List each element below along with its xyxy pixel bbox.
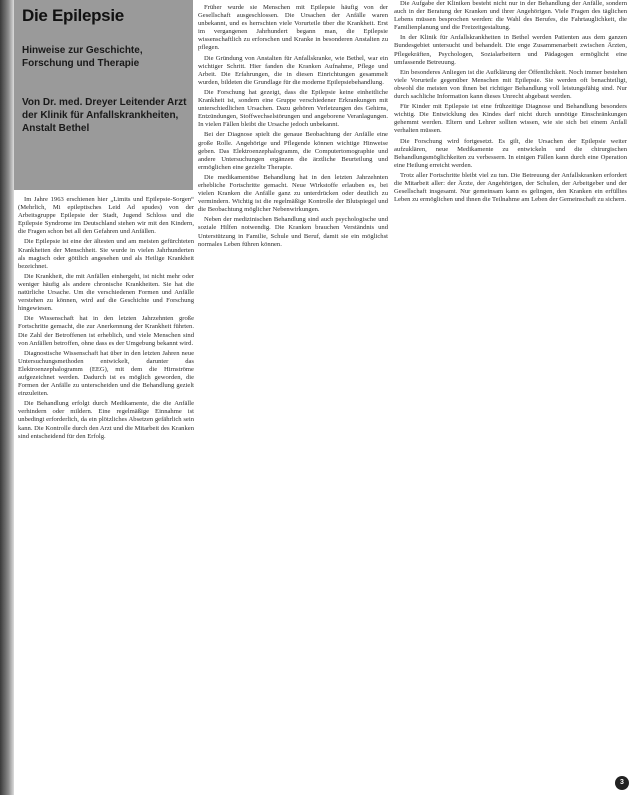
article-subtitle: Hinweise zur Geschichte, Forschung und Therapie	[22, 45, 143, 69]
article-author: Von Dr. med. Dreyer Leitender Arzt der Klinik für Anfallskrankheiten, Anstalt Bethel	[22, 97, 187, 134]
body-paragraph: Die Wissenschaft hat in den letzten Jahrzehnten große Fortschritte gemacht, die zur Anerkennung der Krankheit führten. Die Zahl der Betroffenen ist erheblich, und viele Menschen sind von Anfällen betroffen, ohne dass es der Umgebung bekannt wird.	[18, 315, 194, 347]
text-column-1	[18, 196, 194, 784]
body-paragraph: Diagnostische Wissenschaft hat über in den letzten Jahren neue Untersuchungsmethoden entwickelt, darunter das Elektroenzephalogramm (EEG), mit dem die Hirnströme aufgezeichnet werden. Dadurch ist es möglich geworden, die Formen der Anfälle zu unterscheiden und die Behandlung gezielt einzuleiten.	[18, 349, 194, 398]
article-title: Die Epilepsie	[22, 6, 124, 25]
body-paragraph: Bei der Diagnose spielt die genaue Beobachtung der Anfälle eine große Rolle. Angehörige und Pflegende können wichtige Hinweise geben. Das Elektroenzephalogramm, die Computertomographie und andere Untersuchungen ergänzen die ärztliche Beurteilung und ermöglichen eine gezielte Therapie.	[198, 131, 388, 171]
body-paragraph: Die medikamentöse Behandlung hat in den letzten Jahrzehnten erhebliche Fortschritte gemacht. Neue Wirkstoffe erlauben es, bei vielen Kranken die Anfälle ganz zu unterdrücken oder deutlich zu vermindern. Wichtig ist die regelmäßige Kontrolle der Blutspiegel und die Beobachtung möglicher Nebenwirkungen.	[198, 173, 388, 214]
text-column-2	[198, 4, 388, 786]
body-paragraph: Ein besonderes Anliegen ist die Aufklärung der Öffentlichkeit. Noch immer bestehen viele Vorurteile gegenüber Menschen mit Epilepsie. Sie werden oft benachteiligt, obwohl die meisten von ihnen bei richtiger Behandlung voll leistungsfähig sind. Nur durch sachliche Information kann dieses Unrecht abgebaut werden.	[394, 68, 627, 101]
body-paragraph: Die Forschung hat gezeigt, dass die Epilepsie keine einheitliche Krankheit ist, sondern eine Gruppe verschiedener Erkrankungen mit unterschiedlichen Ursachen. Dazu gehören Verletzungen des Gehirns, Entzündungen, Stoffwechselstörungen und angeborene Veranlagungen. In vielen Fällen bleibt die Ursache jedoch unbekannt.	[198, 88, 388, 129]
body-paragraph: In der Klinik für Anfallskrankheiten in Bethel werden Patienten aus dem ganzen Bundesgebiet untersucht und behandelt. Die enge Zusammenarbeit zwischen Ärzten, Pflegekräften, Psychologen, Sozialarbeitern und Pädagogen ermöglicht eine umfassende Betreuung.	[394, 34, 627, 66]
body-paragraph: Die Behandlung erfolgt durch Medikamente, die die Anfälle verhindern oder mildern. Eine regelmäßige Einnahme ist unbedingt erforderlich, da ein plötzliches Absetzen gefährlich sein kann. Die Kontrolle durch den Arzt und die Mitarbeit des Kranken sind entscheidend für den Erfolg.	[18, 400, 194, 440]
body-paragraph: Im Jahre 1963 erschienen hier „Limits und Epilepsie-Sorgen“ (Mehrlich, Mi epileptisches Leid Ad spudes) von der Arbeitsgruppe Epilepsie der Stadt, Jugend Schloss und die Epilepsie Syndrome im Deutschland stehen wir mit den Kindern, die Fragen schon bei all den Gefahren und Anfällen.	[18, 196, 194, 236]
body-paragraph: Früher wurde sie Menschen mit Epilepsie häufig von der Gesellschaft ausgeschlossen. Die Ursachen der Anfälle waren unbekannt, und es herrschten viele Vorurteile über die Krankheit. Erst im vergangenen Jahrhundert begann man, die Epilepsie wissenschaftlich zu erforschen und Kranke in besonderen Anstalten zu pflegen.	[198, 4, 388, 52]
body-paragraph: Die Forschung wird fortgesetzt. Es gilt, die Ursachen der Epilepsie weiter aufzuklären, neue Medikamente zu entwickeln und die chirurgischen Behandlungsmöglichkeiten zu verbessern. In einigen Fällen kann durch eine Operation eine Heilung erreicht werden.	[394, 137, 627, 169]
text-column-3	[394, 0, 627, 786]
body-paragraph: Für Kinder mit Epilepsie ist eine frühzeitige Diagnose und Behandlung besonders wichtig. Die Entwicklung des Kindes darf nicht durch unnötige Einschränkungen gehemmt werden. Eltern und Lehrer sollten wissen, wie sie sich bei einem Anfall verhalten müssen.	[394, 103, 627, 135]
body-paragraph: Die Krankheit, die mit Anfällen einhergeht, ist nicht mehr oder weniger häufig als andere chronische Krankheiten. Sie hat die natürliche Ursache. Um die verschiedenen Formen und Anfälle verstehen zu können, wird auf die Geschichte und Forschung hingewiesen.	[18, 272, 194, 313]
body-paragraph: Die Gründung von Anstalten für Anfallskranke, wie Bethel, war ein wichtiger Schritt. Hier fanden die Kranken Aufnahme, Pflege und Arbeit. Die Erfahrungen, die in diesen Einrichtungen gesammelt wurden, bildeten die Grundlage für die moderne Epilepsiebehandlung.	[198, 54, 388, 86]
scan-shadow-edge	[0, 0, 14, 795]
body-paragraph: Die Epilepsie ist eine der ältesten und am meisten gefürchteten Krankheiten der Menschheit. Sie wurde in vielen Jahrhunderten als magisch oder göttlich angesehen und als Heilige Krankheit bezeichnet.	[18, 238, 194, 270]
page-number: 3	[615, 776, 629, 790]
body-paragraph: Die Aufgabe der Kliniken besteht nicht nur in der Behandlung der Anfälle, sondern auch in der Beratung der Kranken und ihrer Angehörigen. Viele Fragen des täglichen Lebens müssen besprochen werden: die Wahl des Berufes, die Fahrtauglichkeit, die Familienplanung und die Freizeitgestaltung.	[394, 0, 627, 32]
body-paragraph: Trotz aller Fortschritte bleibt viel zu tun. Die Betreuung der Anfallskranken erfordert die Mitarbeit aller: der Ärzte, der Angehörigen, der Schulen, der Arbeitgeber und der Gesellschaft insgesamt. Nur gemeinsam kann es gelingen, den Kranken ein erfülltes Leben zu ermöglichen und ihnen die Teilnahme am Leben der Gemeinschaft zu sichern.	[394, 171, 627, 204]
body-paragraph: Neben der medizinischen Behandlung sind auch psychologische und soziale Hilfen notwendig. Die Kranken brauchen Verständnis und Unterstützung in Familie, Schule und Beruf, damit sie ein möglichst normales Leben führen können.	[198, 216, 388, 248]
title-box	[14, 0, 193, 190]
